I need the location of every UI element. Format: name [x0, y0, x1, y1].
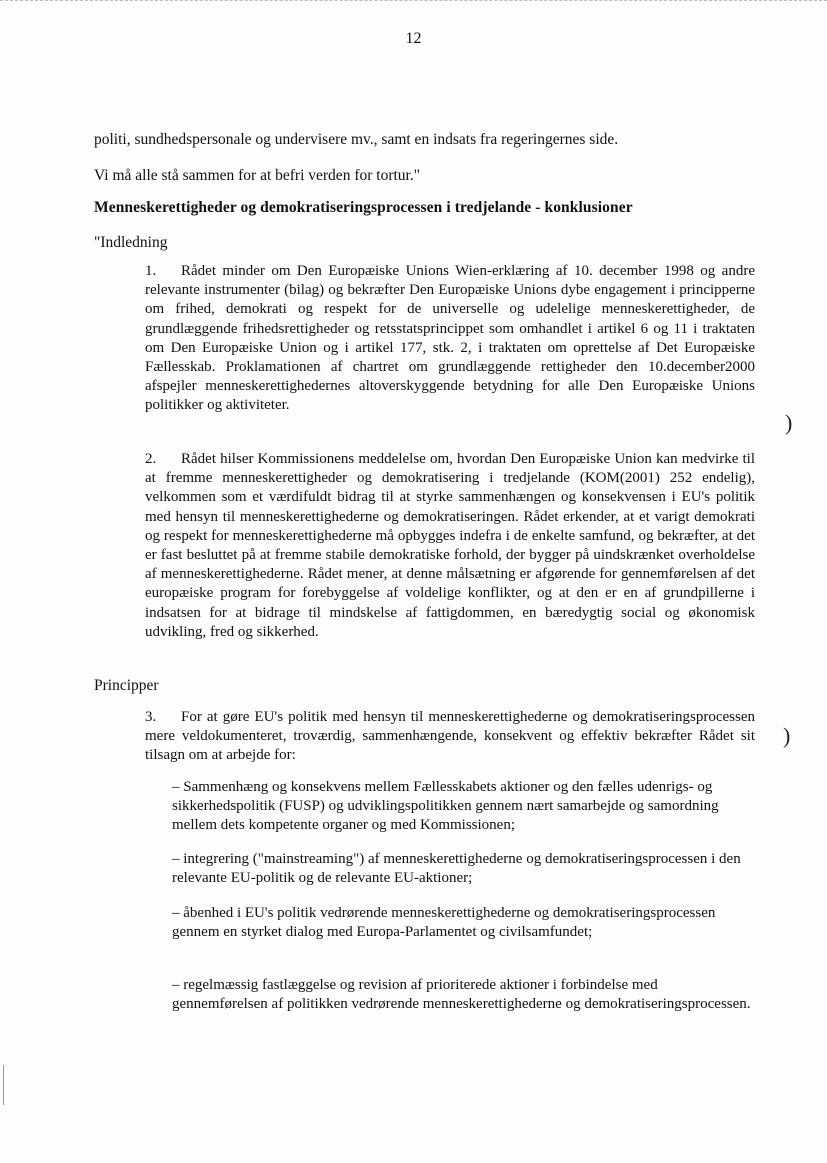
numbered-paragraph: [145, 450, 755, 642]
subheading-principper: Principper: [94, 677, 159, 694]
paragraph-text: Rådet hilser Kommissionens meddelelse om, hvordan Den Europæiske Union kan medvirke til at fremme menneskerettigheder og demokratisering i tredjelande (KOM(2001) 252 endelig), velkommen som et værdifuldt bidrag til at styrke sammenhængen og konsekvensen i EU's politik med hensyn til menneskerettighederne og demokratiseringen. Rådet erkender, at et varigt demokrati og respekt for menneskerettighederne må opbygges indefra i de enkelte samfund, og bekræfter, at det er fast besluttet på at fremme stabile demokratiske forhold, der bygger på uindskrænket overholdelse af menneskerettighederne. Rådet mener, at denne målsætning er afgørende for gennemførelsen af det europæiske program for forebyggelse af voldelige konflikter, og at den er en af grundpillerne i indsatsen for at bidrage til mindskelse af fattigdommen, en bæredygtig social og økonomisk udvikling, fred og sikkerhed.: [145, 451, 755, 640]
bullet-item: – åbenhed i EU's politik vedrørende menneskerettighederne og demokratiseringsprocessen gennem en styrket dialog med Europa-Parlamentet og civilsamfundet;: [172, 905, 716, 941]
top-rule: [0, 0, 827, 1]
bullet-item: – integrering ("mainstreaming") af menneskerettighederne og demokratiseringsprocessen i den relevante EU-politik og de relevante EU-aktioner;: [172, 851, 741, 887]
paragraph-number: 2.: [145, 451, 157, 467]
scan-edge-line: [3, 1065, 4, 1105]
page-number: 12: [405, 30, 422, 47]
closing-quote-line: Vi må alle stå sammen for at befri verden for tortur.": [94, 167, 421, 184]
numbered-paragraph: [145, 262, 755, 416]
continuation-line: politi, sundhedspersonale og undervisere mv., samt en indsats fra regeringernes side.: [94, 131, 619, 148]
paragraph-text: Rådet minder om Den Europæiske Unions Wien-erklæring af 10. december 1998 og andre relevante instrumenter (bilag) og bekræfter Den Europæiske Unions dybe engagement i principperne om frihed, demokrati og respekt for de universelle og udelelige menneskerettigheder, de grundlæggende frihedsrettigheder og retsstatsprincippet som omhandlet i artikel 6 og 11 i traktaten om Den Europæiske Union og i artikel 177, stk. 2, i traktaten om oprettelse af Det Europæiske Fællesskab. Proklamationen af chartret om grundlæggende rettigheder den 10.december2000 afspejler menneskerettighedernes altoverskyggende betydning for alle Den Europæiske Unions politikker og aktiviteter.: [145, 263, 755, 414]
subheading-indledning: "Indledning: [94, 234, 168, 251]
bullet-item: – regelmæssig fastlæggelse og revision af prioriterede aktioner i forbindelse med gennemførelsen af politikken vedrørende menneskerettighederne og demokratiseringsprocessen.: [172, 977, 751, 1013]
paragraph-number: 3.: [145, 709, 157, 725]
numbered-paragraph: [145, 708, 755, 766]
paragraph-number: 1.: [145, 263, 157, 279]
scan-artifact-mark: ): [785, 410, 793, 435]
bullet-item: – Sammenhæng og konsekvens mellem Fællesskabets aktioner og den fælles udenrigs- og sikkerhedspolitik (FUSP) og udviklingspolitikken gennem nært samarbejde og samordning mellem dets kompetente organer og med Kommissionen;: [172, 779, 719, 834]
paragraph-text: For at gøre EU's politik med hensyn til menneskerettighederne og demokratiseringsprocessen mere veldokumenteret, troværdig, sammenhængende, konsekvent og effektiv bekræfter Rådet sit tilsagn om at arbejde for:: [145, 709, 755, 764]
section-heading: Menneskerettigheder og demokratiseringsprocessen i tredjelande - konklusioner: [94, 199, 633, 216]
scan-artifact-mark: ): [783, 723, 791, 748]
